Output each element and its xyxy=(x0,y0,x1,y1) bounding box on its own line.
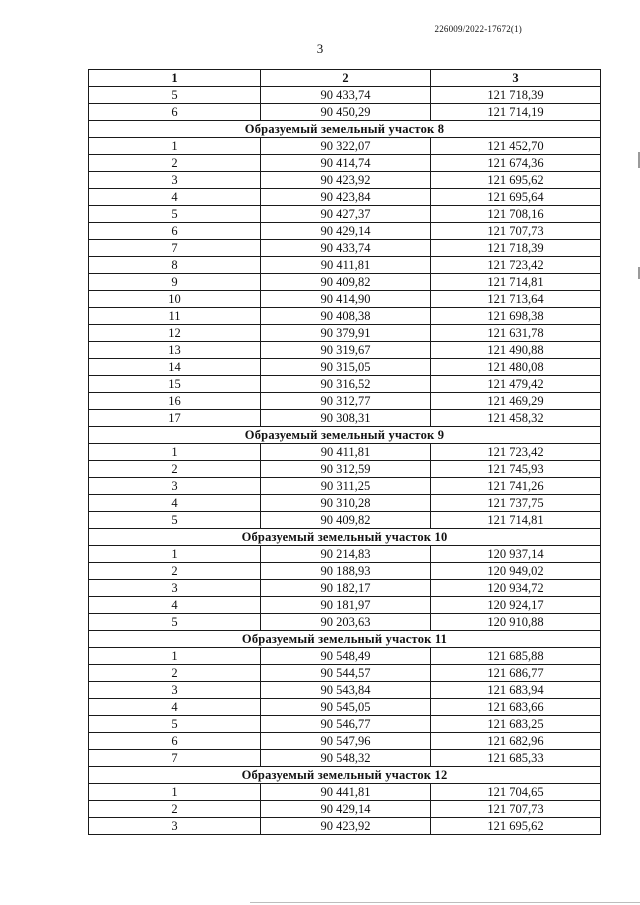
x-coordinate-cell: 90 188,93 xyxy=(261,563,431,580)
x-coordinate-cell: 90 311,25 xyxy=(261,478,431,495)
point-number-cell: 16 xyxy=(89,393,261,410)
x-coordinate-cell: 90 203,63 xyxy=(261,614,431,631)
table-row xyxy=(89,291,601,308)
x-coordinate-cell: 90 433,74 xyxy=(261,240,431,257)
x-coordinate-cell: 90 312,77 xyxy=(261,393,431,410)
y-coordinate-cell: 121 704,65 xyxy=(431,784,601,801)
point-number-cell: 5 xyxy=(89,614,261,631)
x-coordinate-cell: 90 182,17 xyxy=(261,580,431,597)
table-row xyxy=(89,376,601,393)
section-row xyxy=(89,767,601,784)
point-number-cell: 15 xyxy=(89,376,261,393)
x-coordinate-cell: 90 441,81 xyxy=(261,784,431,801)
x-coordinate-cell: 90 548,32 xyxy=(261,750,431,767)
point-number-cell: 10 xyxy=(89,291,261,308)
point-number-cell: 2 xyxy=(89,461,261,478)
y-coordinate-cell: 121 718,39 xyxy=(431,240,601,257)
table-row xyxy=(89,563,601,580)
x-coordinate-cell: 90 414,90 xyxy=(261,291,431,308)
table-row xyxy=(89,240,601,257)
y-coordinate-cell: 121 714,19 xyxy=(431,104,601,121)
point-number-cell: 7 xyxy=(89,750,261,767)
y-coordinate-cell: 121 674,36 xyxy=(431,155,601,172)
table-header-row xyxy=(89,70,601,87)
point-number-cell: 1 xyxy=(89,444,261,461)
table-row xyxy=(89,138,601,155)
section-row xyxy=(89,529,601,546)
section-row xyxy=(89,121,601,138)
point-number-cell: 5 xyxy=(89,206,261,223)
y-coordinate-cell: 120 937,14 xyxy=(431,546,601,563)
y-coordinate-cell: 120 910,88 xyxy=(431,614,601,631)
table-row xyxy=(89,410,601,427)
point-number-cell: 8 xyxy=(89,257,261,274)
x-coordinate-cell: 90 322,07 xyxy=(261,138,431,155)
x-coordinate-cell: 90 319,67 xyxy=(261,342,431,359)
point-number-cell: 17 xyxy=(89,410,261,427)
table-row xyxy=(89,648,601,665)
point-number-cell: 2 xyxy=(89,563,261,580)
y-coordinate-cell: 121 685,33 xyxy=(431,750,601,767)
y-coordinate-cell: 121 713,64 xyxy=(431,291,601,308)
point-number-cell: 5 xyxy=(89,87,261,104)
table-row xyxy=(89,342,601,359)
section-title: Образуемый земельный участок 10 xyxy=(89,529,601,546)
x-coordinate-cell: 90 433,74 xyxy=(261,87,431,104)
y-coordinate-cell: 120 949,02 xyxy=(431,563,601,580)
x-coordinate-cell: 90 379,91 xyxy=(261,325,431,342)
point-number-cell: 7 xyxy=(89,240,261,257)
table-row xyxy=(89,87,601,104)
table-row xyxy=(89,699,601,716)
table-row xyxy=(89,597,601,614)
y-coordinate-cell: 121 479,42 xyxy=(431,376,601,393)
x-coordinate-cell: 90 312,59 xyxy=(261,461,431,478)
table-row xyxy=(89,359,601,376)
x-coordinate-cell: 90 316,52 xyxy=(261,376,431,393)
y-coordinate-cell: 121 745,93 xyxy=(431,461,601,478)
column-header-1: 1 xyxy=(89,70,261,87)
y-coordinate-cell: 121 452,70 xyxy=(431,138,601,155)
table-row xyxy=(89,478,601,495)
y-coordinate-cell: 121 631,78 xyxy=(431,325,601,342)
y-coordinate-cell: 121 708,16 xyxy=(431,206,601,223)
x-coordinate-cell: 90 545,05 xyxy=(261,699,431,716)
point-number-cell: 1 xyxy=(89,546,261,563)
x-coordinate-cell: 90 409,82 xyxy=(261,512,431,529)
y-coordinate-cell: 121 698,38 xyxy=(431,308,601,325)
y-coordinate-cell: 120 934,72 xyxy=(431,580,601,597)
y-coordinate-cell: 121 741,26 xyxy=(431,478,601,495)
y-coordinate-cell: 121 723,42 xyxy=(431,444,601,461)
point-number-cell: 5 xyxy=(89,512,261,529)
table-row xyxy=(89,155,601,172)
point-number-cell: 4 xyxy=(89,699,261,716)
y-coordinate-cell: 121 490,88 xyxy=(431,342,601,359)
table-row xyxy=(89,716,601,733)
point-number-cell: 9 xyxy=(89,274,261,291)
x-coordinate-cell: 90 548,49 xyxy=(261,648,431,665)
table-row xyxy=(89,495,601,512)
x-coordinate-cell: 90 310,28 xyxy=(261,495,431,512)
x-coordinate-cell: 90 214,83 xyxy=(261,546,431,563)
point-number-cell: 2 xyxy=(89,665,261,682)
y-coordinate-cell: 121 480,08 xyxy=(431,359,601,376)
y-coordinate-cell: 121 707,73 xyxy=(431,223,601,240)
table-row xyxy=(89,801,601,818)
x-coordinate-cell: 90 408,38 xyxy=(261,308,431,325)
table-row xyxy=(89,223,601,240)
point-number-cell: 6 xyxy=(89,223,261,240)
table-row xyxy=(89,257,601,274)
point-number-cell: 3 xyxy=(89,172,261,189)
page-number: 3 xyxy=(316,41,324,56)
point-number-cell: 11 xyxy=(89,308,261,325)
x-coordinate-cell: 90 450,29 xyxy=(261,104,431,121)
point-number-cell: 6 xyxy=(89,733,261,750)
y-coordinate-cell: 121 458,32 xyxy=(431,410,601,427)
table-row xyxy=(89,682,601,699)
x-coordinate-cell: 90 409,82 xyxy=(261,274,431,291)
y-coordinate-cell: 121 469,29 xyxy=(431,393,601,410)
section-title: Образуемый земельный участок 9 xyxy=(89,427,601,444)
x-coordinate-cell: 90 411,81 xyxy=(261,257,431,274)
table-row xyxy=(89,546,601,563)
point-number-cell: 3 xyxy=(89,682,261,699)
table-row xyxy=(89,614,601,631)
table-row xyxy=(89,512,601,529)
point-number-cell: 1 xyxy=(89,784,261,801)
y-coordinate-cell: 121 683,25 xyxy=(431,716,601,733)
x-coordinate-cell: 90 544,57 xyxy=(261,665,431,682)
x-coordinate-cell: 90 315,05 xyxy=(261,359,431,376)
point-number-cell: 5 xyxy=(89,716,261,733)
point-number-cell: 6 xyxy=(89,104,261,121)
y-coordinate-cell: 121 683,66 xyxy=(431,699,601,716)
point-number-cell: 4 xyxy=(89,495,261,512)
table-row xyxy=(89,461,601,478)
x-coordinate-cell: 90 181,97 xyxy=(261,597,431,614)
x-coordinate-cell: 90 414,74 xyxy=(261,155,431,172)
document-id: 226009/2022-17672(1) xyxy=(434,24,522,34)
y-coordinate-cell: 121 718,39 xyxy=(431,87,601,104)
table-row xyxy=(89,189,601,206)
y-coordinate-cell: 121 737,75 xyxy=(431,495,601,512)
x-coordinate-cell: 90 423,84 xyxy=(261,189,431,206)
section-title: Образуемый земельный участок 8 xyxy=(89,121,601,138)
table-row xyxy=(89,444,601,461)
table-row xyxy=(89,104,601,121)
table-body xyxy=(89,87,601,835)
table-row xyxy=(89,580,601,597)
section-title: Образуемый земельный участок 11 xyxy=(89,631,601,648)
x-coordinate-cell: 90 429,14 xyxy=(261,801,431,818)
x-coordinate-cell: 90 411,81 xyxy=(261,444,431,461)
y-coordinate-cell: 121 695,62 xyxy=(431,172,601,189)
y-coordinate-cell: 121 723,42 xyxy=(431,257,601,274)
y-coordinate-cell: 121 707,73 xyxy=(431,801,601,818)
y-coordinate-cell: 120 924,17 xyxy=(431,597,601,614)
point-number-cell: 12 xyxy=(89,325,261,342)
table-row xyxy=(89,393,601,410)
table-row xyxy=(89,325,601,342)
table-row xyxy=(89,818,601,835)
y-coordinate-cell: 121 686,77 xyxy=(431,665,601,682)
x-coordinate-cell: 90 423,92 xyxy=(261,818,431,835)
table-row xyxy=(89,206,601,223)
point-number-cell: 1 xyxy=(89,138,261,155)
point-number-cell: 13 xyxy=(89,342,261,359)
point-number-cell: 1 xyxy=(89,648,261,665)
y-coordinate-cell: 121 695,64 xyxy=(431,189,601,206)
table-row xyxy=(89,308,601,325)
x-coordinate-cell: 90 546,77 xyxy=(261,716,431,733)
point-number-cell: 3 xyxy=(89,478,261,495)
column-header-3: 3 xyxy=(431,70,601,87)
y-coordinate-cell: 121 714,81 xyxy=(431,274,601,291)
point-number-cell: 3 xyxy=(89,818,261,835)
point-number-cell: 4 xyxy=(89,189,261,206)
table-row xyxy=(89,750,601,767)
y-coordinate-cell: 121 682,96 xyxy=(431,733,601,750)
coordinates-table xyxy=(88,69,601,835)
section-row xyxy=(89,427,601,444)
y-coordinate-cell: 121 714,81 xyxy=(431,512,601,529)
point-number-cell: 14 xyxy=(89,359,261,376)
table-row xyxy=(89,274,601,291)
table-row xyxy=(89,172,601,189)
section-title: Образуемый земельный участок 12 xyxy=(89,767,601,784)
x-coordinate-cell: 90 429,14 xyxy=(261,223,431,240)
x-coordinate-cell: 90 423,92 xyxy=(261,172,431,189)
y-coordinate-cell: 121 685,88 xyxy=(431,648,601,665)
point-number-cell: 2 xyxy=(89,155,261,172)
y-coordinate-cell: 121 695,62 xyxy=(431,818,601,835)
table-header xyxy=(89,70,601,87)
column-header-2: 2 xyxy=(261,70,431,87)
point-number-cell: 2 xyxy=(89,801,261,818)
x-coordinate-cell: 90 427,37 xyxy=(261,206,431,223)
x-coordinate-cell: 90 547,96 xyxy=(261,733,431,750)
y-coordinate-cell: 121 683,94 xyxy=(431,682,601,699)
point-number-cell: 3 xyxy=(89,580,261,597)
x-coordinate-cell: 90 308,31 xyxy=(261,410,431,427)
scan-bottom-line xyxy=(250,902,640,903)
table-row xyxy=(89,665,601,682)
x-coordinate-cell: 90 543,84 xyxy=(261,682,431,699)
section-row xyxy=(89,631,601,648)
point-number-cell: 4 xyxy=(89,597,261,614)
table-row xyxy=(89,784,601,801)
table-row xyxy=(89,733,601,750)
